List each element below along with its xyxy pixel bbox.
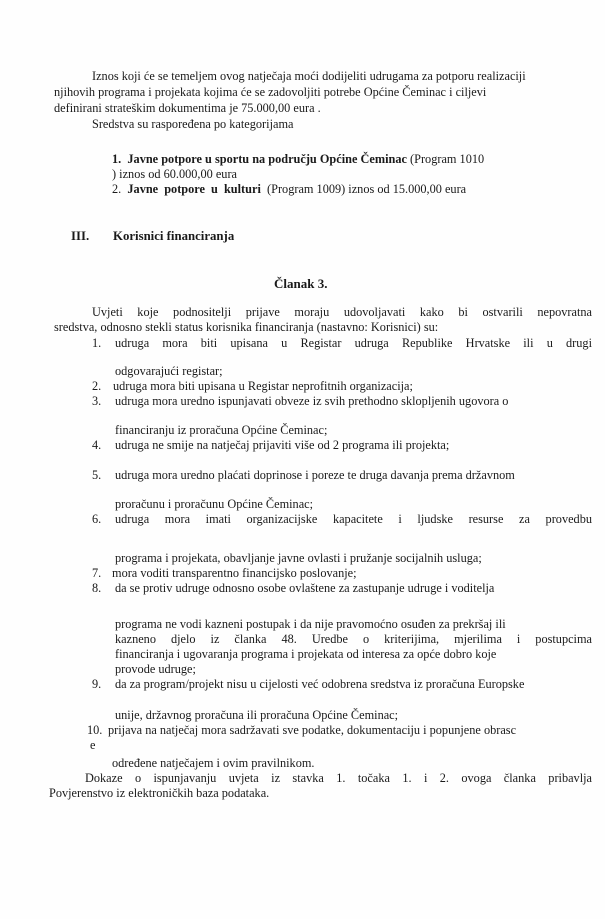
list-item-line: programa i projekata, obavljanje javne ovlasti i pružanje socijalnih usluga; — [115, 551, 482, 565]
list-item-line: udruga mora imati organizacijske kapacitete i ljudske resurse za provedbu — [115, 512, 592, 526]
list-item-line: udruga ne smije na natječaj prijaviti više od 2 programa ili projekta; — [115, 438, 450, 452]
list-item-line: udruga mora uredno ispunjavati obveze iz svih prethodno sklopljenih ugovora o — [115, 394, 509, 408]
list-item-number: 6. — [92, 512, 102, 526]
list-item-line: udruga mora biti upisana u Registar udruga Republike Hrvatske ili u drugi — [115, 336, 592, 350]
article-intro-line-1: Uvjeti koje podnositelji prijave moraju udovoljavati kako bi ostvarili nepovratna — [92, 305, 592, 319]
section-title: Korisnici financiranja — [113, 229, 235, 243]
closing-line-1: Dokaze o ispunjavanju uvjeta iz stavka 1. točaka 1. i 2. ovoga članka pribavlja — [85, 771, 592, 785]
list-item-line: unije, državnog proračuna ili proračuna Općine Čeminac; — [115, 708, 399, 722]
category-program: (Program 1010 — [410, 152, 485, 166]
list-item-line: financiranju iz proračuna Općine Čeminac; — [115, 423, 328, 437]
list-item-line: odgovarajući registar; — [115, 364, 223, 378]
list-item-line: mora voditi transparentno financijsko poslovanje; — [112, 566, 357, 580]
list-item-line: da za program/projekt nisu u cijelosti već odobrena sredstva iz proračuna Europske — [115, 677, 525, 691]
list-item-number: 8. — [92, 581, 102, 595]
list-item-number: 9. — [92, 677, 102, 691]
article-intro-line-2: sredstva, odnosno stekli status korisnika financiranja (nastavno: Korisnici) su: — [54, 320, 439, 334]
list-item-line: provode udruge; — [115, 662, 196, 676]
list-item-number: 10. — [87, 723, 103, 737]
category-item — [112, 152, 484, 167]
intro-line-1: Iznos koji će se temeljem ovog natječaja moći dodijeliti udrugama za potporu realizaciji — [92, 69, 526, 83]
category-title: Javne potpore u sportu na području Općine Čeminac — [127, 152, 407, 166]
category-number: 2. — [112, 182, 122, 196]
list-item-line: udruga mora biti upisana u Registar neprofitnih organizacija; — [113, 379, 413, 393]
intro-line-2: njihovih programa i projekata kojima će se zadovoljiti potrebe Općine Čeminac i ciljevi — [54, 85, 487, 99]
closing-line-2: Povjerenstvo iz elektroničkih baza podataka. — [49, 786, 270, 800]
category-title: Javne potpore u kulturi — [127, 182, 261, 196]
list-item-number: 7. — [92, 566, 102, 580]
list-item-number: 2. — [92, 379, 102, 393]
list-item-line: kazneno djelo iz članka 48. Uredbe o kriterijima, mjerilima i postupcima — [115, 632, 592, 646]
category-amount: ) iznos od 60.000,00 eura — [112, 167, 237, 181]
intro-line-3: definirani strateškim dokumentima je 75.000,00 eura . — [54, 101, 321, 115]
list-item-number: 4. — [92, 438, 102, 452]
list-item-line: prijava na natječaj mora sadržavati sve podatke, dokumentaciju i popunjene obrasc — [108, 723, 517, 737]
article-title: Članak 3. — [274, 276, 328, 291]
category-item — [112, 182, 466, 197]
list-item-line: financiranja i ugovaranja programa i projekata od interesa za opće dobro koje — [115, 647, 497, 661]
list-item-line: proračunu i proračunu Općine Čeminac; — [115, 497, 314, 511]
list-item-line: udruga mora uredno plaćati doprinose i poreze te druga davanja prema državnom — [115, 468, 515, 482]
list-item-line: određene natječajem i ovim pravilnikom. — [112, 756, 315, 770]
list-item-number: 1. — [92, 336, 102, 350]
list-item-line: programa ne vodi kazneni postupak i da nije pravomoćno osuđen za prekršaj ili — [115, 617, 506, 631]
list-item-number: 5. — [92, 468, 102, 482]
category-program: (Program 1009) iznos od 15.000,00 eura — [267, 182, 467, 196]
section-numeral: III. — [71, 229, 90, 243]
list-item-line: da se protiv udruge odnosno osobe ovlaštene za zastupanje udruge i voditelja — [115, 581, 495, 595]
list-item-line: e — [90, 738, 96, 752]
intro-line-4: Sredstva su raspoređena po kategorijama — [92, 117, 294, 131]
list-item-number: 3. — [92, 394, 102, 408]
category-number: 1. — [112, 152, 122, 166]
